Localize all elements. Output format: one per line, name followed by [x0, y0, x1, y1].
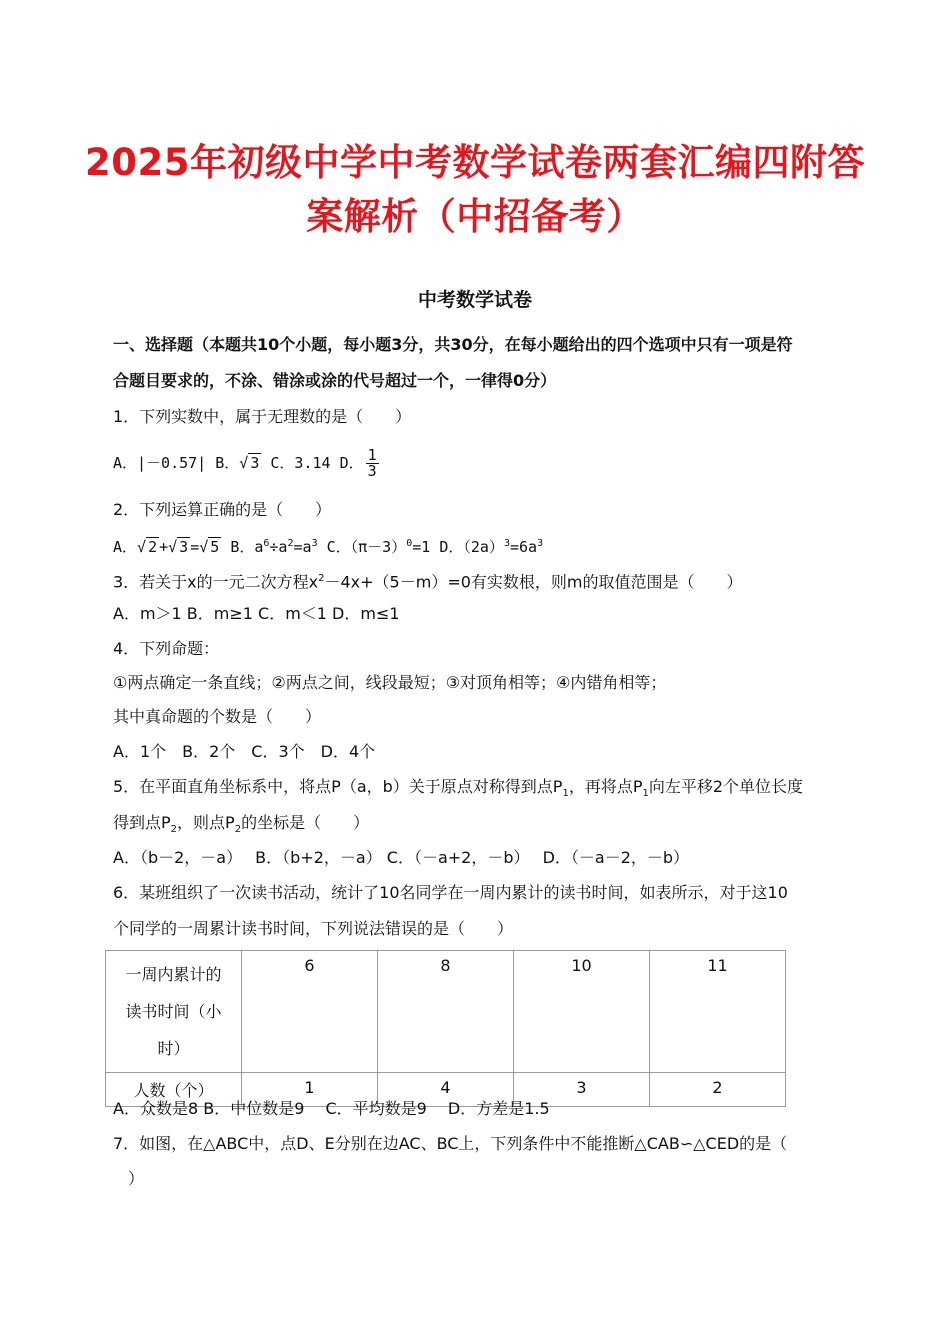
q2-equals: =: [190, 538, 200, 556]
section-header-line1: 一、选择题（本题共10个小题，每小题3分，共30分，在每小题给出的四个选项中只有一项是符: [113, 335, 793, 354]
question-4-stem: 4．下列命题：: [113, 639, 220, 658]
table-header-counts: 人数（个）: [106, 1073, 242, 1107]
q2-option-c: C．$(\pi-3)^0=1$: [326, 538, 431, 556]
q2-option-a-sqrt2: √ 2: [137, 538, 158, 556]
question-4-options: A．1个 B．2个 C．3个 D．4个: [113, 742, 376, 761]
q1-option-b-sqrt: √ 3: [239, 454, 260, 472]
q2-option-a-label: A．: [113, 538, 138, 556]
q2-option-d: D．$(2a)^3=6a^3$: [439, 538, 544, 556]
q1-option-d-fraction: $\frac{1}{3}$: [367, 446, 377, 480]
question-3-options: A．m＞1 B．m≥1 C．m＜1 D．m≤1: [113, 604, 400, 623]
q2-option-a-sqrt5: √ 5: [199, 538, 220, 556]
table-row-hours: [106, 951, 786, 1073]
question-4-question: 其中真命题的个数是（ ）: [113, 707, 322, 726]
question-5-options: A．（b－2，－a） B．（b+2，－a） C．（－a+2，－b） D．（－a－2，－b）: [113, 848, 690, 867]
question-3-stem: 3．若关于x的一元二次方程$x^2-4x+(5-m)=0$有实数根，则m的取值范围是（ ）: [113, 572, 743, 592]
question-2-stem: 2．下列运算正确的是（ ）: [113, 500, 332, 519]
document-title-line2: 案解析（中招备考）: [306, 195, 644, 238]
document-title-line1: 2025年初级中学中考数学试卷两套汇编四附答: [85, 141, 865, 184]
question-1-options: [113, 448, 379, 479]
q1-option-b-label: B．: [215, 454, 240, 472]
question-6-stem-line1: 6．某班组织了一次读书活动，统计了10名同学在一周内累计的读书时间，如表所示，对于这10: [113, 883, 788, 902]
table-cell-count: 2: [650, 1073, 786, 1107]
question-5-stem-line1: 5．在平面直角坐标系中，将点P（a，b）关于原点对称得到点$P_1$，再将点$P_1$向左平移2个单位长度: [113, 777, 804, 800]
table-cell-hours: 6: [242, 951, 378, 1073]
question-7-stem-line1: 7．如图，在△ABC中，点D、E分别在边AC、BC上，下列条件中不能推断△CAB∽△CED的是（: [113, 1134, 788, 1153]
question-7-stem-line2: ）: [128, 1169, 145, 1188]
exam-subtitle: 中考数学试卷: [417, 289, 532, 311]
table-cell-count: 3: [514, 1073, 650, 1107]
reading-time-table: [105, 950, 786, 1107]
section-header-line2: 合题目要求的，不涂、错涂或涂的代号超过一个，一律得0分）: [113, 371, 557, 390]
q2-option-a-sqrt3: √ 3: [168, 538, 189, 556]
question-4-items: ①两点确定一条直线；②两点之间，线段最短；③对顶角相等；④内错角相等；: [113, 673, 667, 692]
q1-option-a: A．|－0.57|: [113, 454, 207, 472]
table-cell-hours: 11: [650, 951, 786, 1073]
question-2-options: [113, 533, 543, 558]
question-5-stem-line2: 得到点$P_2$，则点$P_2$的坐标是（ ）: [113, 813, 370, 836]
table-header-hours: 一周内累计的 读书时间（小 时）: [106, 951, 242, 1073]
q1-option-d-label: D．: [339, 454, 364, 472]
table-cell-count: 1: [242, 1073, 378, 1107]
question-6-options: A．众数是8 B．中位数是9 C．平均数是9 D．方差是1.5: [113, 1099, 550, 1118]
q2-plus: +: [159, 538, 169, 556]
table-cell-count: 4: [378, 1073, 514, 1107]
q1-option-c: C．3.14: [270, 454, 331, 472]
table-cell-hours: 10: [514, 951, 650, 1073]
q2-option-b: B．$a^6\div a^2=a^3$: [230, 538, 318, 556]
question-6-stem-line2: 个同学的一周累计读书时间，下列说法错误的是（ ）: [113, 919, 514, 938]
table-cell-hours: 8: [378, 951, 514, 1073]
question-1-stem: 1．下列实数中，属于无理数的是（ ）: [113, 407, 412, 426]
